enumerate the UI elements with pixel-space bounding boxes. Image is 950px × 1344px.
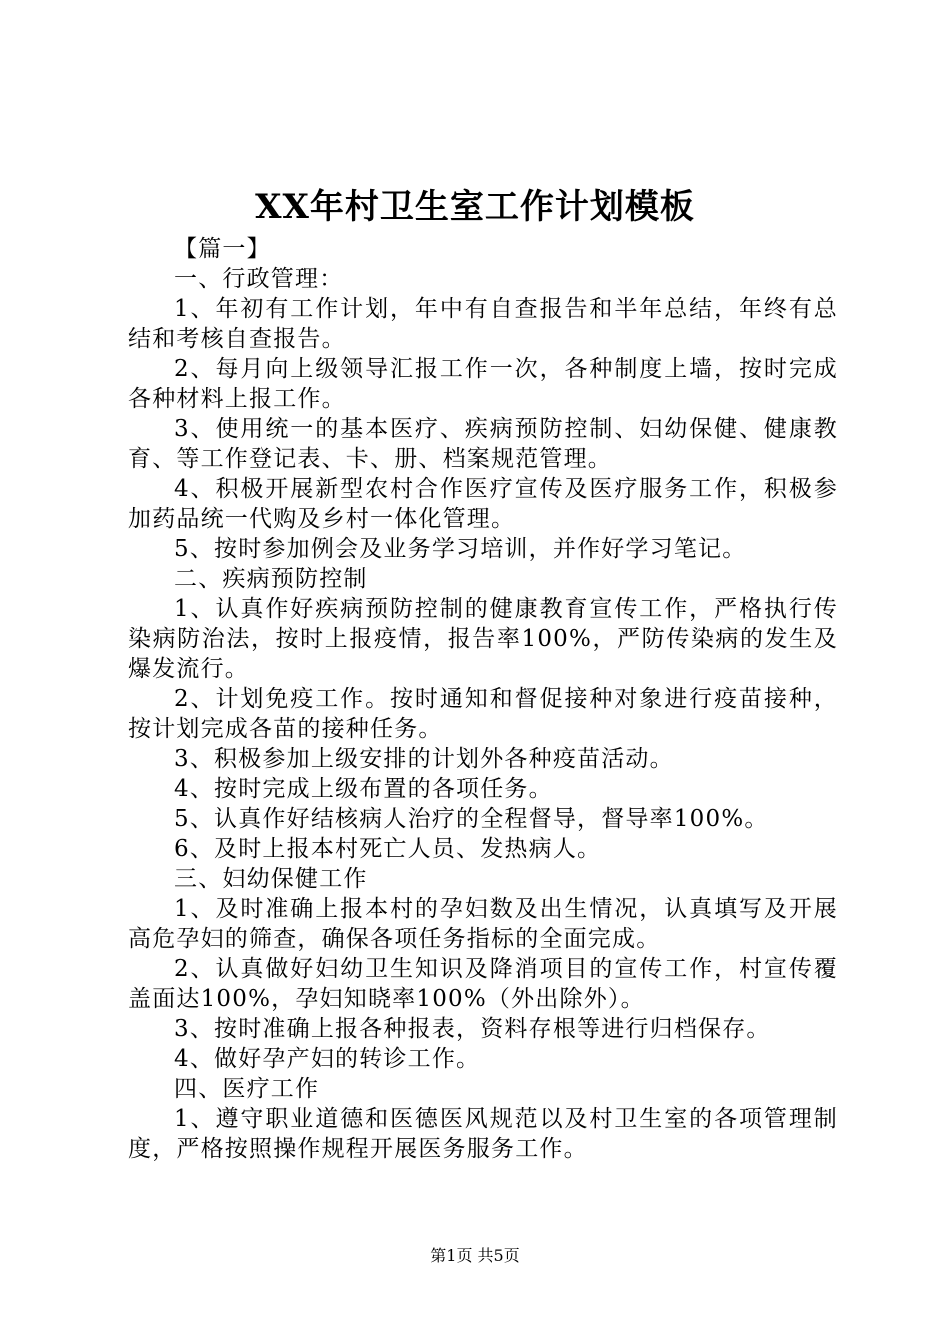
paragraph: 1、及时准确上报本村的孕妇数及出生情况，认真填写及开展高危孕妇的筛查，确保各项任务指标的全面完成。 xyxy=(128,896,838,952)
paragraph: 4、做好孕产妇的转诊工作。 xyxy=(174,1046,481,1072)
paragraph: 1、遵守职业道德和医德医风规范以及村卫生室的各项管理制度，严格按照操作规程开展医务服务工作。 xyxy=(128,1106,838,1162)
paragraph: 1、认真作好疾病预防控制的健康教育宣传工作，严格执行传染病防治法，按时上报疫情，报告率100%，严防传染病的发生及爆发流行。 xyxy=(128,596,838,682)
section-heading: 二、疾病预防控制 xyxy=(174,566,368,592)
document-title: XX年村卫生室工作计划模板 xyxy=(255,187,695,227)
paragraph: 2、认真做好妇幼卫生知识及降消项目的宣传工作，村宣传覆盖面达100%，孕妇知晓率100%（外出除外）。 xyxy=(128,956,838,1012)
paragraph: 3、按时准确上报各种报表，资料存根等进行归档保存。 xyxy=(174,1016,771,1042)
section-heading: 四、医疗工作 xyxy=(174,1076,320,1102)
section-heading: 一、行政管理： xyxy=(174,266,344,292)
paragraph: 3、积极参加上级安排的计划外各种疫苗活动。 xyxy=(174,746,674,772)
paragraph: 5、按时参加例会及业务学习培训，并作好学习笔记。 xyxy=(174,536,747,562)
paragraph: 5、认真作好结核病人治疗的全程督导，督导率100%。 xyxy=(174,806,769,832)
document-body xyxy=(128,234,838,1164)
paragraph: 6、及时上报本村死亡人员、发热病人。 xyxy=(174,836,602,862)
paragraph: 4、按时完成上级布置的各项任务。 xyxy=(174,776,553,802)
page-footer: 第1页 共5页 xyxy=(430,1246,520,1265)
paragraph: 1、年初有工作计划，年中有自查报告和半年总结，年终有总结和考核自查报告。 xyxy=(128,296,838,352)
paragraph: 4、积极开展新型农村合作医疗宣传及医疗服务工作，积极参加药品统一代购及乡村一体化管理。 xyxy=(128,476,838,532)
paragraph: 2、计划免疫工作。按时通知和督促接种对象进行疫苗接种，按计划完成各苗的接种任务。 xyxy=(128,686,838,742)
paragraph: 【篇一】 xyxy=(174,236,271,262)
paragraph: 2、每月向上级领导汇报工作一次，各种制度上墙，按时完成各种材料上报工作。 xyxy=(128,356,838,412)
paragraph: 3、使用统一的基本医疗、疾病预防控制、妇幼保健、健康教育、等工作登记表、卡、册、档案规范管理。 xyxy=(128,416,838,472)
section-heading: 三、妇幼保健工作 xyxy=(174,866,368,892)
